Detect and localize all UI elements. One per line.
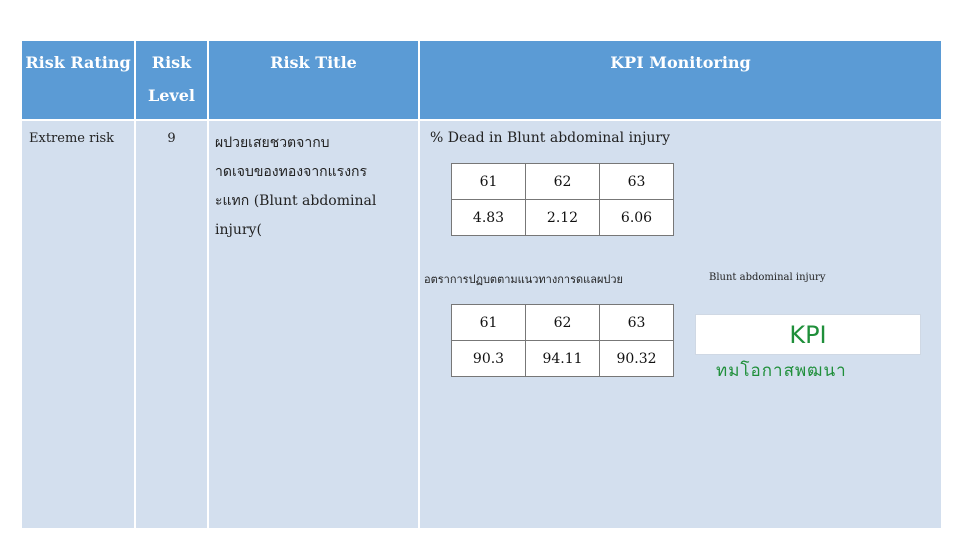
kpi2-table: [451, 304, 674, 377]
risk-title-line: injury(: [215, 222, 262, 238]
header-risk-title: [209, 41, 418, 119]
kpi-callout-text: KPI: [789, 321, 827, 349]
header-kpi-monitoring: [420, 41, 941, 119]
kpi2-label: อตราการปฏบตตามแนวทางการดแลผปวย: [424, 273, 623, 286]
kpi1-year-cell: 61: [452, 164, 526, 200]
kpi1-year-row: [452, 164, 674, 200]
kpi1-year-cell: 63: [600, 164, 674, 200]
opportunity-text: ทมโอกาสพฒนา: [716, 361, 847, 381]
risk-title-text: [215, 129, 405, 245]
risk-rating-value: Extreme risk: [29, 131, 115, 146]
risk-title-line: ะแทก (Blunt abdominal: [215, 193, 377, 209]
kpi1-value-cell: 6.06: [600, 200, 674, 236]
kpi-callout-box: [695, 314, 921, 355]
kpi2-year-cell: 62: [526, 305, 600, 341]
kpi2-year-row: [452, 305, 674, 341]
kpi1-value-cell: 4.83: [452, 200, 526, 236]
header-risk-rating: [22, 41, 134, 119]
kpi1-value-row: [452, 200, 674, 236]
kpi2-year-cell: 63: [600, 305, 674, 341]
kpi2-value-cell: 94.11: [526, 341, 600, 377]
kpi2-year-cell: 61: [452, 305, 526, 341]
risk-level-value: 9: [167, 131, 176, 146]
cell-risk-level: [136, 121, 207, 528]
kpi1-table: [451, 163, 674, 236]
kpi1-label: % Dead in Blunt abdominal injury: [430, 130, 671, 146]
header-risk-title-label: Risk Title: [270, 53, 357, 72]
risk-title-line: าดเจบของทองจากแรงกร: [215, 164, 368, 180]
risk-title-line: ผปวยเสยชวตจากบ: [215, 135, 330, 151]
header-kpi-monitoring-label: KPI Monitoring: [610, 53, 751, 72]
kpi1-year-cell: 62: [526, 164, 600, 200]
kpi2-value-row: [452, 341, 674, 377]
cell-risk-title: [209, 121, 418, 528]
header-risk-level-line1: Risk: [151, 53, 192, 72]
kpi2-value-cell: 90.3: [452, 341, 526, 377]
kpi1-value-cell: 2.12: [526, 200, 600, 236]
kpi2-value-cell: 90.32: [600, 341, 674, 377]
cell-risk-rating: [22, 121, 134, 528]
header-risk-level-line2: Level: [148, 86, 195, 105]
kpi2-side-label: Blunt abdominal injury: [709, 272, 826, 283]
header-risk-rating-label: Risk Rating: [25, 53, 131, 72]
header-risk-level: [136, 41, 207, 119]
